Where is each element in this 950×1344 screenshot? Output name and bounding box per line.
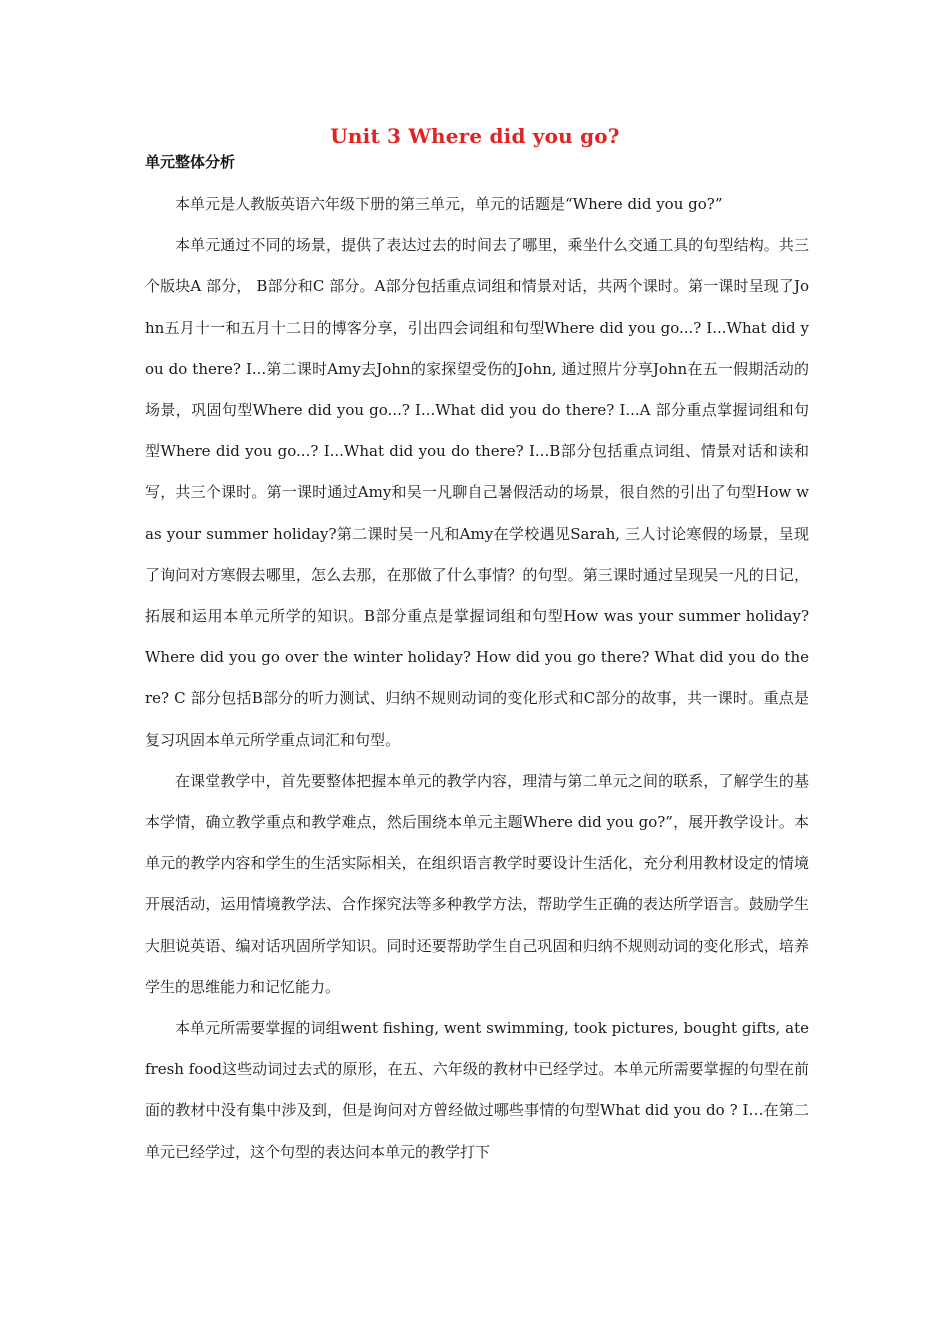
paragraph-teaching: 在课堂教学中，首先要整体把握本单元的教学内容，理清与第二单元之间的联系，了解学生的基本学情，确立教学重点和教学难点，然后围绕本单元主题Where did you go?”，展开教学设计。本单元的教学内容和学生的生活实际相关，在组织语言教学时要设计生活化，充分利用教材设定的情境开展活动，运用情境教学法、合作探究法等多种教学方法，帮助学生正确的表达所学语言。鼓励学生大胆说英语、编对话巩固所学知识。同时还要帮助学生自己巩固和归纳不规则动词的变化形式，培养学生的思维能力和记忆能力。	[145, 771, 809, 996]
document-body	[145, 184, 809, 1173]
document-title: Unit 3 Where did you go?	[330, 124, 620, 148]
paragraph-intro: 本单元是人教版英语六年级下册的第三单元，单元的话题是“Where did you go?”	[175, 195, 723, 213]
paragraph-vocabulary: 本单元所需要掌握的词组went fishing, went swimming, took pictures, bought gifts, ate fresh food这些动词过去式的原形，在五、六年级的教材中已经学过。本单元所需要掌握的句型在前面的教材中没有集中涉及到，但是询问对方曾经做过哪些事情的句型What did you do ? I…在第二单元已经学过，这个句型的表达问本单元的教学打下	[145, 1019, 809, 1161]
paragraph-structure: 本单元通过不同的场景，提供了表达过去的时间去了哪里，乘坐什么交通工具的句型结构。共三个版块A 部分， B部分和C 部分。A部分包括重点词组和情景对话，共两个课时。第一课时呈现了John五月十一和五月十二日的博客分享，引出四会词组和句型Where did you go...? I...What did you do there? I...第二课时Amy去John的家探望受伤的John, 通过照片分享John在五一假期活动的场景，巩固句型Where did you go...? I...What did you do there? I...A 部分重点掌握词组和句型Where did you go...? I...What did you do there? I...B部分包括重点词组、情景对话和读和写，共三个课时。第一课时通过Amy和吴一凡聊自己暑假活动的场景，很自然的引出了句型How was your summer holiday?第二课时吴一凡和Amy在学校遇见Sarah, 三人讨论寒假的场景，呈现了询问对方寒假去哪里，怎么去那，在那做了什么事情？的句型。第三课时通过呈现吴一凡的日记，拓展和运用本单元所学的知识。B部分重点是掌握词组和句型How was your summer holiday? Where did you go over the winter holiday? How did you go there? What did you do there? C 部分包括B部分的听力测试、归纳不规则动词的变化形式和C部分的故事，共一课时。重点是复习巩固本单元所学重点词汇和句型。	[145, 236, 809, 749]
section-heading: 单元整体分析	[145, 153, 236, 171]
